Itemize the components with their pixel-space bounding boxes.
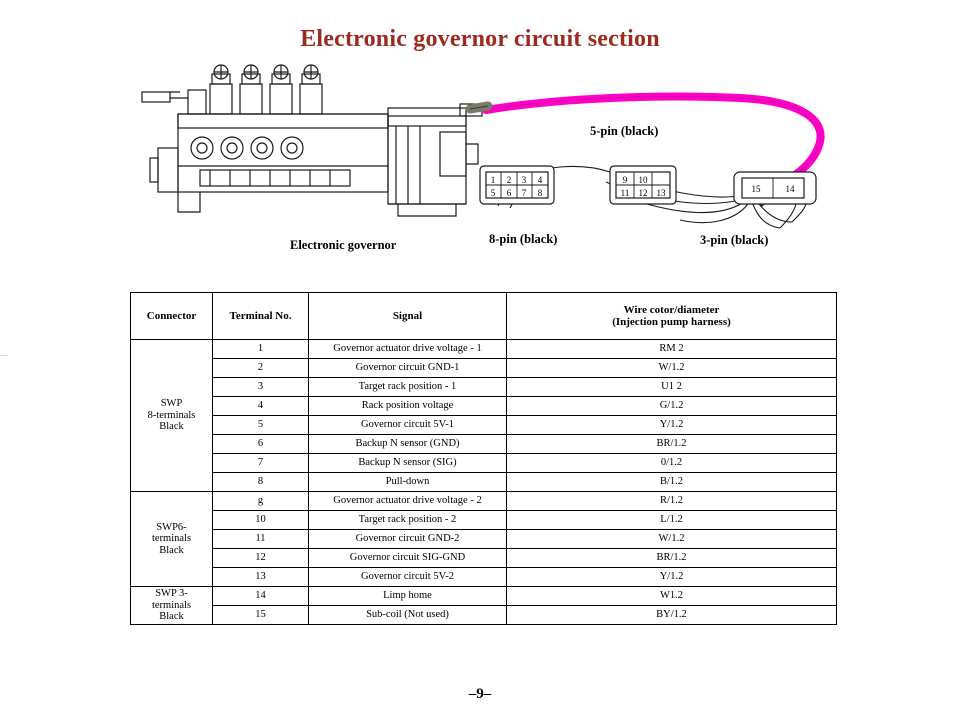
svg-text:8: 8 [537, 188, 543, 198]
header-wire [507, 293, 837, 340]
terminal-no: 12 [213, 549, 309, 568]
table-row [131, 511, 837, 530]
label-5-pin: 5-pin (black) [590, 124, 659, 138]
signal: Target rack position - 2 [309, 511, 507, 530]
terminal-table [130, 292, 837, 625]
wire: U1 2 [507, 378, 837, 397]
terminal-no: 7 [213, 454, 309, 473]
terminal-no: 14 [213, 587, 309, 606]
wire: W1.2 [507, 587, 837, 606]
wire: BR/1.2 [507, 435, 837, 454]
table-row [131, 568, 837, 587]
terminal-no: 10 [213, 511, 309, 530]
svg-text:10: 10 [638, 175, 648, 185]
signal: Backup N sensor (SIG) [309, 454, 507, 473]
label-electronic-governor: Electronic governor [290, 238, 397, 252]
wire: B/1.2 [507, 473, 837, 492]
header-connector: Connector [131, 293, 213, 340]
connector-line: Black [159, 421, 184, 433]
connector-line: Black [159, 611, 184, 623]
connector-line: SWP6- [156, 521, 187, 533]
svg-text:4: 4 [537, 175, 543, 185]
connector-line: terminals [151, 599, 192, 611]
svg-text:1: 1 [490, 175, 496, 185]
table-row [131, 416, 837, 435]
terminal-no: 8 [213, 473, 309, 492]
signal: Rack position voltage [309, 397, 507, 416]
connector-cell-swp3 [131, 587, 213, 625]
svg-text:12: 12 [638, 188, 648, 198]
wire: L/1.2 [507, 511, 837, 530]
wire: R/1.2 [507, 492, 837, 511]
header-terminal-no: Terminal No. [213, 293, 309, 340]
svg-text:3: 3 [521, 175, 527, 185]
connector-line: SWP [160, 398, 183, 410]
signal: Governor circuit 5V-2 [309, 568, 507, 587]
table-row [131, 435, 837, 454]
wire: BR/1.2 [507, 549, 837, 568]
svg-text:9: 9 [622, 175, 628, 185]
connector-cell-swp6 [131, 492, 213, 587]
connector-cell-swp8 [131, 340, 213, 492]
signal: Governor circuit GND-2 [309, 530, 507, 549]
page-number: –9– [468, 686, 492, 702]
terminal-no: 13 [213, 568, 309, 587]
margin-tick [0, 355, 7, 356]
signal: Pull-down [309, 473, 507, 492]
connector-line: terminals [151, 533, 192, 545]
signal: Governor actuator drive voltage - 2 [309, 492, 507, 511]
table-row [131, 549, 837, 568]
signal: Sub-coil (Not used) [309, 606, 507, 625]
terminal-table-wrapper [130, 292, 836, 625]
table-row [131, 359, 837, 378]
svg-text:7: 7 [521, 188, 527, 198]
signal: Governor circuit SIG-GND [309, 549, 507, 568]
terminal-no: 11 [213, 530, 309, 549]
wire: Y/1.2 [507, 568, 837, 587]
signal: Limp home [309, 587, 507, 606]
wire: 0/1.2 [507, 454, 837, 473]
terminal-no: 15 [213, 606, 309, 625]
table-row [131, 530, 837, 549]
table-row [131, 587, 837, 606]
header-wire-line2: (Injection pump harness) [612, 316, 731, 328]
terminal-no: 1 [213, 340, 309, 359]
label-3-pin: 3-pin (black) [700, 233, 769, 247]
table-row [131, 378, 837, 397]
header-signal: Signal [309, 293, 507, 340]
header-wire-line1: Wire cotor/diameter [623, 303, 720, 316]
wire: Y/1.2 [507, 416, 837, 435]
wire: W/1.2 [507, 530, 837, 549]
signal: Governor circuit 5V-1 [309, 416, 507, 435]
terminal-no: 2 [213, 359, 309, 378]
signal: Governor actuator drive voltage - 1 [309, 340, 507, 359]
svg-text:5: 5 [490, 188, 496, 198]
label-8-pin: 8-pin (black) [489, 232, 558, 246]
wire: W/1.2 [507, 359, 837, 378]
wire: RM 2 [507, 340, 837, 359]
terminal-no: 4 [213, 397, 309, 416]
terminal-no: 5 [213, 416, 309, 435]
page-title: Electronic governor circuit section [300, 26, 660, 52]
table-row [131, 473, 837, 492]
terminal-no: g [213, 492, 309, 511]
table-row [131, 492, 837, 511]
table-row [131, 397, 837, 416]
svg-text:14: 14 [785, 184, 795, 194]
svg-text:11: 11 [620, 188, 630, 198]
signal: Target rack position - 1 [309, 378, 507, 397]
table-row [131, 606, 837, 625]
svg-text:13: 13 [656, 188, 666, 198]
connector-line: SWP 3- [155, 588, 188, 600]
svg-text:2: 2 [506, 175, 512, 185]
table-row [131, 340, 837, 359]
terminal-no: 6 [213, 435, 309, 454]
svg-text:15: 15 [751, 184, 761, 194]
svg-text:6: 6 [506, 188, 512, 198]
connector-line: 8-terminals [147, 409, 196, 421]
table-row [131, 454, 837, 473]
wire: BY/1.2 [507, 606, 837, 625]
signal: Backup N sensor (GND) [309, 435, 507, 454]
terminal-no: 3 [213, 378, 309, 397]
wire: G/1.2 [507, 397, 837, 416]
table-header-row [131, 293, 837, 340]
signal: Governor circuit GND-1 [309, 359, 507, 378]
connector-line: Black [159, 544, 184, 556]
